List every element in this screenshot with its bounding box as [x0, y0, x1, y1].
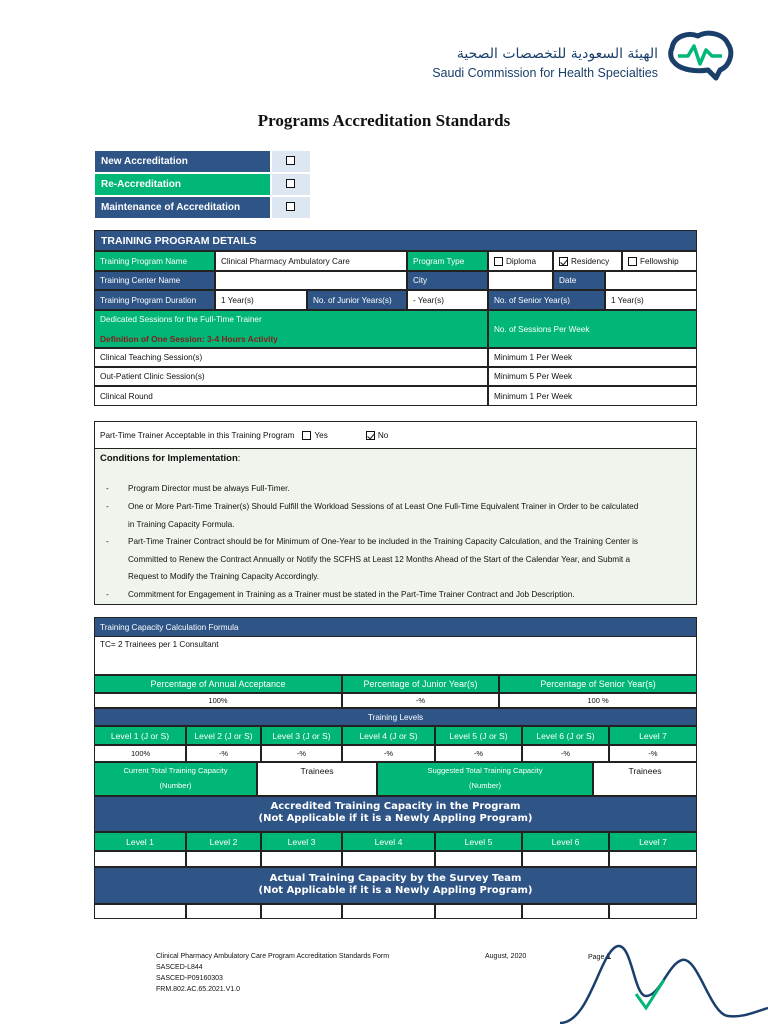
session-definition: Definition of One Session: 3-4 Hours Activity: [100, 334, 278, 344]
details-section-title: TRAINING PROGRAM DETAILS: [94, 230, 697, 251]
center-name-label: Training Center Name: [94, 271, 215, 290]
condition-line: Committed to Renew the Contract Annually or Notify the SCFHS at Least 12 Months Ahead of the Start of the Calendar Year, and Submit a: [128, 554, 630, 564]
senior-pct-value[interactable]: 100 %: [499, 693, 697, 708]
level-value[interactable]: -%: [186, 745, 261, 762]
duration-value[interactable]: 1 Year(s): [215, 290, 307, 310]
current-capacity-unit: (Number): [159, 781, 192, 790]
city-value[interactable]: [488, 271, 553, 290]
program-type-fellowship[interactable]: [622, 251, 697, 271]
duration-label: Training Program Duration: [94, 290, 215, 310]
accredited-level-header: Level 4: [342, 832, 435, 851]
condition-line: in Training Capacity Formula.: [128, 519, 235, 529]
condition-line: One or More Part-Time Trainer(s) Should Fulfill the Workload Sessions of at Least One Full-Time Equivalent Trainer in Order to be calculated: [128, 502, 639, 511]
junior-pct-value[interactable]: -%: [342, 693, 499, 708]
part-time-yes-checkbox[interactable]: [302, 431, 311, 440]
capacity-formula-title: Training Capacity Calculation Formula: [94, 617, 697, 637]
sessions-header-cell: [94, 310, 488, 348]
junior-years-label: No. of Junior Years(s): [307, 290, 407, 310]
conditions-title-colon: :: [237, 453, 241, 464]
diploma-checkbox[interactable]: [494, 257, 503, 266]
senior-years-value[interactable]: 1 Year(s): [605, 290, 697, 310]
footer-page-label: Page: [588, 954, 605, 961]
actual-capacity-header: [94, 867, 697, 904]
session-row-value[interactable]: Minimum 1 Per Week: [488, 348, 697, 367]
scfhs-logo: [664, 26, 736, 84]
accredited-level-value[interactable]: [94, 851, 186, 867]
program-name-value[interactable]: Clinical Pharmacy Ambulatory Care: [215, 251, 407, 271]
level-header: Level 7: [609, 726, 697, 745]
residency-checkbox[interactable]: [559, 257, 568, 266]
level-header: Level 3 (J or S): [261, 726, 342, 745]
actual-capacity-title: Actual Training Capacity by the Survey Team: [269, 873, 522, 884]
level-value[interactable]: -%: [609, 745, 697, 762]
suggested-capacity-unit: (Number): [468, 781, 502, 790]
level-value[interactable]: -%: [261, 745, 342, 762]
accredited-level-header: Level 6: [522, 832, 609, 851]
city-label: City: [407, 271, 488, 290]
condition-bullet: -: [106, 502, 109, 511]
level-value[interactable]: -%: [435, 745, 522, 762]
suggested-capacity-value: Trainees: [628, 766, 662, 776]
footer-code: SASCED-P09160303: [156, 975, 223, 982]
capacity-formula-value: TC= 2 Trainees per 1 Consultant: [100, 640, 219, 649]
current-capacity-value-cell[interactable]: [257, 762, 377, 796]
session-row-value[interactable]: Minimum 5 Per Week: [488, 367, 697, 386]
annual-acceptance-label: Percentage of Annual Acceptance: [94, 675, 342, 693]
part-time-no-checkbox[interactable]: [366, 431, 375, 440]
footer-wave-graphic: [560, 930, 768, 1024]
senior-years-label: No. of Senior Year(s): [488, 290, 605, 310]
level-header: Level 6 (J or S): [522, 726, 609, 745]
actual-level-value[interactable]: [342, 904, 435, 919]
accreditation-type-re-cell: [271, 173, 311, 196]
footer-code: SASCED-L844: [156, 964, 203, 971]
maintenance-accreditation-checkbox[interactable]: [286, 202, 295, 211]
level-header: Level 2 (J or S): [186, 726, 261, 745]
suggested-capacity-value-cell[interactable]: [593, 762, 697, 796]
conditions-title-text: Conditions for Implementation: [100, 453, 238, 464]
new-accreditation-checkbox[interactable]: [286, 156, 295, 165]
condition-item: [128, 480, 688, 498]
accredited-level-value[interactable]: [186, 851, 261, 867]
session-row-name: Clinical Round: [94, 386, 488, 406]
current-capacity-label-cell: [94, 762, 257, 796]
condition-line: Part-Time Trainer Contract should be for Minimum of One-Year to be included in the Training Capacity Calculation, and the Training Center is: [128, 537, 639, 546]
condition-line: Program Director must be always Full-Timer.: [128, 484, 290, 493]
accreditation-type-maintenance-label: Maintenance of Accreditation: [94, 196, 271, 219]
accredited-capacity-note: (Not Applicable if it is a Newly Appling Program): [258, 813, 533, 824]
current-capacity-label: Current Total Training Capacity: [123, 766, 228, 775]
annual-acceptance-value[interactable]: 100%: [94, 693, 342, 708]
junior-pct-label: Percentage of Junior Year(s): [342, 675, 499, 693]
date-label: Date: [553, 271, 605, 290]
actual-capacity-note: (Not Applicable if it is a Newly Appling Program): [258, 885, 533, 896]
footer-date: August, 2020: [485, 953, 527, 960]
accredited-level-header: Level 1: [94, 832, 186, 851]
level-header: Level 4 (J or S): [342, 726, 435, 745]
level-header: Level 5 (J or S): [435, 726, 522, 745]
center-name-value[interactable]: [215, 271, 407, 290]
org-name-arabic: الهيئة السعودية للتخصصات الصحية: [456, 46, 658, 62]
condition-line: Request to Modify the Training Capacity Accordingly.: [128, 572, 319, 581]
capacity-formula-box: [94, 637, 697, 675]
sessions-per-week-label: No. of Sessions Per Week: [488, 310, 697, 348]
part-time-no-label: No: [377, 430, 389, 440]
accredited-capacity-title: Accredited Training Capacity in the Program: [270, 801, 521, 812]
accredited-level-header: Level 3: [261, 832, 342, 851]
program-name-label: Training Program Name: [94, 251, 215, 271]
condition-line: Commitment for Engagement in Training as a Trainer must be stated in the Part-Time Trainer Contract and Job Description.: [128, 590, 575, 599]
program-type-residency[interactable]: [553, 251, 622, 271]
part-time-question: Part-Time Trainer Acceptable in this Training Program: [100, 430, 295, 440]
suggested-capacity-label-cell: [377, 762, 593, 796]
level-value[interactable]: -%: [522, 745, 609, 762]
training-levels-title: Training Levels: [94, 708, 697, 726]
condition-item: [128, 533, 688, 586]
sessions-header: Dedicated Sessions for the Full-Time Trainer: [100, 315, 262, 324]
page-title: Programs Accreditation Standards: [257, 111, 511, 130]
actual-level-value[interactable]: [186, 904, 261, 919]
condition-bullet: -: [106, 484, 109, 493]
fellowship-checkbox[interactable]: [628, 257, 637, 266]
fellowship-label: Fellowship: [640, 256, 679, 266]
actual-level-value[interactable]: [609, 904, 697, 919]
actual-level-value[interactable]: [94, 904, 186, 919]
actual-level-value[interactable]: [261, 904, 342, 919]
level-header: Level 1 (J or S): [94, 726, 186, 745]
org-name-english: Saudi Commission for Health Specialties: [432, 66, 658, 80]
current-capacity-value: Trainees: [300, 766, 334, 776]
part-time-yes-label: Yes: [314, 430, 328, 440]
accredited-level-value[interactable]: [261, 851, 342, 867]
level-value[interactable]: 100%: [94, 745, 186, 762]
program-type-diploma[interactable]: [488, 251, 553, 271]
condition-bullet: -: [106, 537, 109, 546]
re-accreditation-checkbox[interactable]: [286, 179, 295, 188]
accredited-level-value[interactable]: [342, 851, 435, 867]
condition-item: [128, 498, 688, 533]
accredited-capacity-header: [94, 796, 697, 832]
accredited-level-value[interactable]: [522, 851, 609, 867]
date-value[interactable]: [605, 271, 697, 290]
condition-bullet: -: [106, 590, 109, 599]
accredited-level-header: Level 5: [435, 832, 522, 851]
accreditation-type-maintenance-cell: [271, 196, 311, 219]
level-value[interactable]: -%: [342, 745, 435, 762]
actual-level-value[interactable]: [435, 904, 522, 919]
residency-label: Residency: [571, 256, 610, 266]
accredited-level-header: Level 7: [609, 832, 697, 851]
footer-code: FRM.802.AC.65.2021.V1.0: [156, 986, 241, 993]
session-row-value[interactable]: Minimum 1 Per Week: [488, 386, 697, 406]
junior-years-value[interactable]: - Year(s): [407, 290, 488, 310]
accredited-level-value[interactable]: [609, 851, 697, 867]
footer-page-number: 1: [606, 951, 612, 961]
suggested-capacity-label: Suggested Total Training Capacity: [427, 766, 543, 775]
accreditation-type-new-cell: [271, 150, 311, 173]
session-row-name: Clinical Teaching Session(s): [94, 348, 488, 367]
condition-item: [128, 586, 688, 604]
footer-form-name: Clinical Pharmacy Ambulatory Care Program Accreditation Standards Form: [156, 953, 390, 960]
session-row-name: Out-Patient Clinic Session(s): [94, 367, 488, 386]
actual-level-value[interactable]: [522, 904, 609, 919]
diploma-label: Diploma: [506, 256, 537, 266]
accredited-level-value[interactable]: [435, 851, 522, 867]
conditions-title: [100, 453, 240, 464]
accredited-level-header: Level 2: [186, 832, 261, 851]
accreditation-type-re-label: Re-Accreditation: [94, 173, 271, 196]
accreditation-type-new-label: New Accreditation: [94, 150, 271, 173]
program-type-label: Program Type: [407, 251, 488, 271]
senior-pct-label: Percentage of Senior Year(s): [499, 675, 697, 693]
part-time-row: [94, 421, 697, 449]
